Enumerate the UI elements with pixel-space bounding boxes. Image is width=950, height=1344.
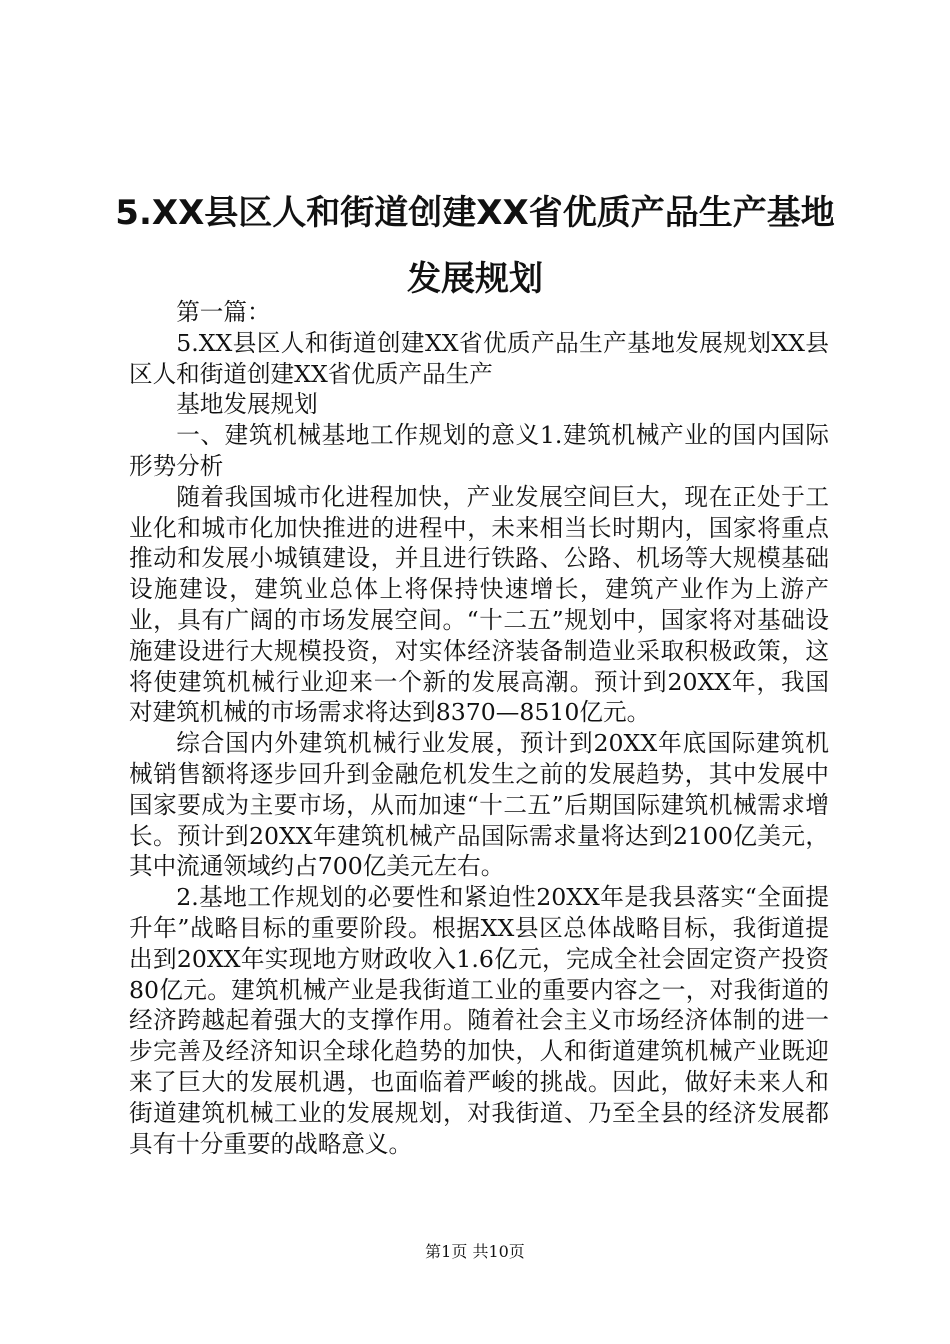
section-heading: 第一篇： [176,298,271,326]
document-body [129,297,829,1159]
paragraph: 2.基地工作规划的必要性和紧迫性20XX年是我县落实“全面提升年”战略目标的重要阶段。根据XX县区总体战略目标，我街道提出到20XX年实现地方财政收入1.6亿元，完成全社会固定资产投资80亿元。建筑机械产业是我街道工业的重要内容之一，对我街道的经济跨越起着强大的支撑作用。随着社会主义市场经济体制的进一步完善及经济知识全球化趋势的加快，人和街道建筑机械产业既迎来了巨大的发展机遇，也面临着严峻的挑战。因此，做好未来人和街道建筑机械工业的发展规划，对我街道、乃至全县的经济发展都具有十分重要的战略意义。 [129,883,829,1158]
document-title: 5.XX县区人和街道创建XX省优质产品生产基地发展规划 [115,193,835,299]
paragraph: 基地发展规划 [176,390,318,419]
paragraph: 5.XX县区人和街道创建XX省优质产品生产基地发展规划XX县区人和街道创建XX省优质产品生产 [129,328,829,388]
paragraph: 综合国内外建筑机械行业发展，预计到20XX年底国际建筑机械销售额将逐步回升到金融危机发生之前的发展趋势，其中发展中国家要成为主要市场，从而加速“十二五”后期国际建筑机械需求增长。预计到20XX年建筑机械产品国际需求量将达到2100亿美元，其中流通领域约占700亿美元左右。 [129,729,829,881]
paragraph: 一、建筑机械基地工作规划的意义1.建筑机械产业的国内国际形势分析 [129,421,829,480]
page-number-footer: 第1页 共10页 [425,1242,525,1261]
paragraph: 随着我国城市化进程加快，产业发展空间巨大，现在正处于工业化和城市化加快推进的进程中，未来相当长时期内，国家将重点推动和发展小城镇建设，并且进行铁路、公路、机场等大规模基础设施建设，建筑业总体上将保持快速增长，建筑产业作为上游产业，具有广阔的市场发展空间。“十二五”规划中，国家将对基础设施建设进行大规模投资，对实体经济装备制造业采取积极政策，这将使建筑机械行业迎来一个新的发展高潮。预计到20XX年，我国对建筑机械的市场需求将达到8370—8510亿元。 [129,482,829,727]
